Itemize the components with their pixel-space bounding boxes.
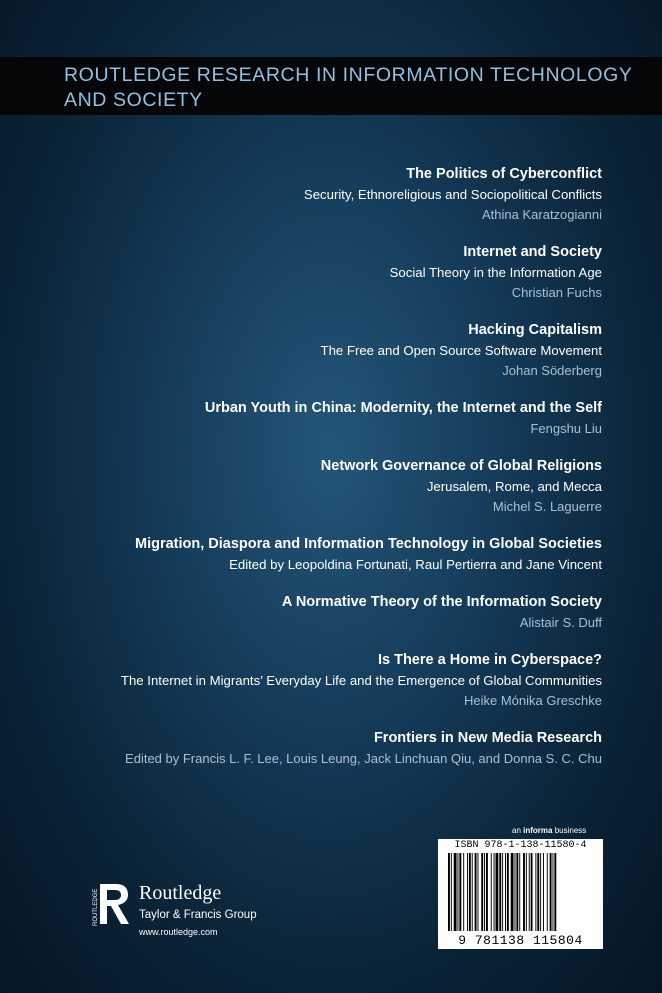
book-title: Urban Youth in China: Modernity, the Internet and the Self [204,400,602,416]
book-subtitle: Edited by Leopoldina Fortunati, Raul Pertierra and Jane Vincent [229,557,602,572]
book-subtitle: Social Theory in the Information Age [389,265,602,280]
book-author: Christian Fuchs [511,285,602,300]
book-entry [2,592,602,633]
book-title: Frontiers in New Media Research [373,730,602,746]
book-author: Alistair S. Duff [519,615,602,630]
barcode-icon [446,853,595,933]
book-title: Internet and Society [463,244,602,260]
informa-brand: informa [523,826,553,835]
isbn-label: ISBN 978-1-138-11580-4 [454,840,587,851]
book-author: Fengshu Liu [530,421,602,436]
informa-suffix: business [552,826,587,835]
book-author: Athina Karatzogianni [482,207,602,222]
series-banner [0,57,662,115]
book-subtitle: Security, Ethnoreligious and Sociopolitical Conflicts [303,187,602,202]
informa-prefix: an [512,826,524,835]
logo-side-text: ROUTLEDGE [93,888,99,926]
book-entry [2,534,602,575]
publisher-name: Routledge [139,882,222,904]
book-entry [2,164,602,225]
book-subtitle: Jerusalem, Rome, and Mecca [426,479,602,494]
book-entry [2,320,602,381]
barcode-digits: 9 781138 115804 [458,933,583,948]
book-entry [2,456,602,517]
routledge-r-logo-icon [94,880,134,928]
book-subtitle: The Internet in Migrants’ Everyday Life and the Emergence of Global Communities [120,673,602,688]
book-author: Michel S. Laguerre [492,499,602,514]
book-author: Heike Mónika Greschke [464,693,602,708]
barcode-box [438,839,603,949]
book-entry [2,398,602,439]
book-list [2,164,602,786]
publisher-url[interactable]: www.routledge.com [139,927,218,937]
book-title: Hacking Capitalism [468,322,602,338]
series-title: ROUTLEDGE RESEARCH IN INFORMATION TECHNOLOGY AND SOCIETY [64,64,633,111]
book-entry [2,242,602,303]
book-title: Is There a Home in Cyberspace? [377,652,602,668]
book-author: Johan Söderberg [502,363,602,378]
book-subtitle: The Free and Open Source Software Movement [320,343,602,358]
book-author: Edited by Francis L. F. Lee, Louis Leung, Jack Linchuan Qiu, and Donna S. C. Chu [125,751,602,766]
book-entry [2,650,602,711]
book-entry [2,728,602,769]
book-title: A Normative Theory of the Information Society [281,594,602,610]
book-title: The Politics of Cyberconflict [406,166,602,182]
book-title: Network Governance of Global Religions [320,458,602,474]
publisher-group: Taylor & Francis Group [139,909,257,921]
informa-business-note [512,826,586,835]
book-title: Migration, Diaspora and Information Technology in Global Societies [134,536,602,552]
